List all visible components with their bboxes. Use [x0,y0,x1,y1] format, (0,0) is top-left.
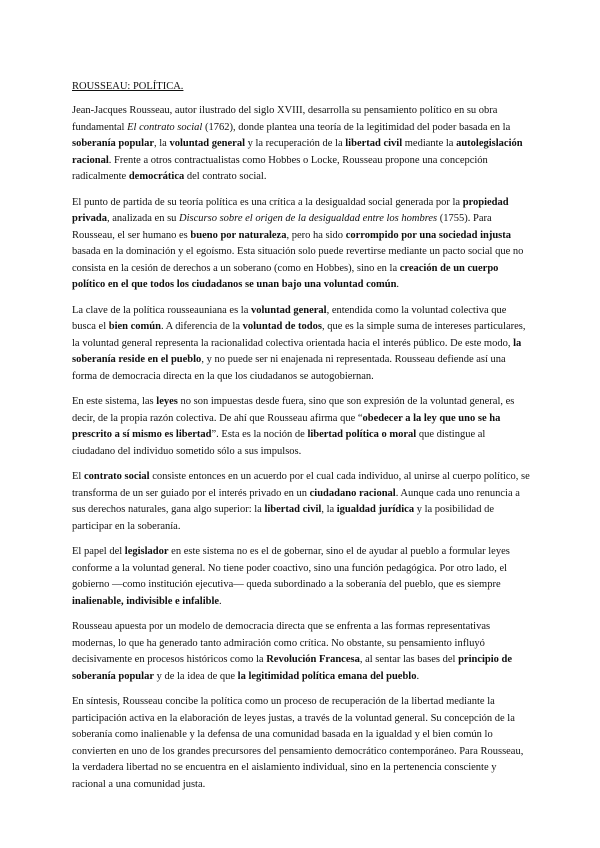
text-run: mediante la [402,138,457,149]
bold-text: democrática [128,171,185,182]
text-run: . [396,279,400,290]
bold-text: inalienable, indivisible e infalible [72,595,220,607]
paragraph-6 [72,544,530,610]
text-run: Jean-Jacques Rousseau, autor ilustrado del siglo XVIII, desarrolla su pensamiento político en su obra fundamental [72,105,498,133]
text-run: (1755). Para Rousseau, el ser humano es [72,213,492,241]
text-run: . [219,595,222,607]
text-run: . A diferencia de la [160,321,243,332]
bold-text: bueno por naturaleza [190,229,287,241]
bold-text: voluntad de todos [242,321,322,332]
text-run: . Frente a otros contractualistas como Hobbes o Locke, Rousseau propone una concepción radicalmente [72,154,488,182]
bold-text: voluntad general [251,304,327,316]
bold-text: la legitimidad política emana del pueblo [237,670,417,682]
bold-text: corrompido por una sociedad injusta [345,229,511,241]
bold-text: Revolución Francesa [266,654,360,665]
bold-text: obedecer a la ley que uno se ha prescrito a sí mismo es libertad [72,412,501,440]
text-run: , la [153,138,170,149]
paragraph-8 [72,694,530,793]
bold-text: propiedad privada [72,196,509,224]
text-run: El papel del [72,546,125,557]
paragraph-3 [72,303,530,386]
text-run: La clave de la política rousseauniana es la [72,304,252,316]
text-run: , que es la simple suma de intereses particulares, la voluntad general representa la racionalidad colectiva orientada hacia el interés público. De este modo, [72,321,526,349]
bold-text: leyes [156,396,178,407]
italic-text: Discurso sobre el origen de la desigualdad entre los hombres [179,213,438,224]
bold-text: autolegislación racional [72,138,523,166]
text-run: no son impuestas desde fuera, sino que son expresión de la voluntad general, es decir, de la propia razón colectiva. De ahí que Rousseau afirma que “ [72,396,515,424]
bold-text: bien común [108,321,161,332]
document-body [72,103,530,793]
paragraph-5 [72,469,530,535]
text-run: basada en la dominación y el egoísmo. Esta situación solo puede revertirse mediante un pacto social que no consista en la cesión de derechos a un soberano (como en Hobbes), sino en la [72,246,524,274]
text-run: Rousseau apuesta por un modelo de democracia directa que se enfrenta a las formas representativas modernas, lo que ha generado tanto admiración como crítica. No obstante, su pensamiento influyó decisivamente en procesos históricos como la [72,621,491,665]
paragraph-2 [72,195,530,294]
text-run: , al sentar las bases del [359,654,459,665]
text-run: , la [321,504,337,515]
bold-text: creación de un cuerpo político en el que todos los ciudadanos se unan bajo una voluntad común [72,262,499,290]
bold-text: soberanía popular [72,138,154,149]
paragraph-1 [72,103,530,186]
bold-text: voluntad general [169,138,245,149]
text-run: El punto de partida de su teoría política es una crítica a la desigualdad social generada por la [72,196,463,208]
bold-text: principio de soberanía popular [72,654,513,682]
paragraph-4 [72,394,530,460]
text-run: . [416,670,420,682]
document-page [72,80,530,802]
text-run: (1762), donde plantea una teoría de la legitimidad del poder basada en la [202,121,511,133]
bold-text: la soberanía reside en el pueblo [72,337,522,365]
text-run: y la recuperación de la [244,138,346,149]
text-run: En este sistema, las [72,396,157,407]
document-title: ROUSSEAU: POLÍTICA. [72,81,184,92]
text-run: del contrato social. [184,171,267,182]
text-run: ”. Esta es la noción de [211,429,308,440]
text-run: y de la idea de que [153,670,238,682]
text-run: El [72,471,84,482]
text-run: , analizada en su [107,213,180,224]
bold-text: legislador [124,546,169,557]
text-run: , pero ha sido [286,229,346,241]
text-run: en este sistema no es el de gobernar, sino el de ayudar al pueblo a formular leyes conforme a la voluntad general. No tiene poder coactivo, sino una función pedagógica. Por otro lado, el gobierno —como institución ejecutiva— queda subordinado a la soberanía del pueblo, que es siempre [72,546,510,590]
text-run: . Aunque cada uno renuncia a sus derechos naturales, gana algo superior: la [72,487,520,515]
paragraph-7 [72,619,530,685]
text-run: , entendida como la voluntad colectiva que busca el [72,304,507,332]
bold-text: igualdad jurídica [336,504,415,515]
bold-text: libertad civil [264,504,322,515]
bold-text: contrato social [83,471,150,482]
italic-text: El contrato social [127,121,203,133]
text-run: que distingue al ciudadano del individuo sometido sólo a sus impulsos. [72,429,486,457]
bold-text: libertad civil [345,138,403,149]
bold-text: ciudadano racional [309,487,396,499]
text-run: y la posibilidad de participar en la soberanía. [72,504,494,532]
text-run: consiste entonces en un acuerdo por el cual cada individuo, al unirse al cuerpo político, se transforma de un ser guiado por el interés privado en un [72,471,530,499]
bold-text: libertad política o moral [307,429,417,440]
text-run: En síntesis, Rousseau concibe la política como un proceso de recuperación de la libertad mediante la participación activa en la elaboración de leyes justas, a través de la voluntad general. Su concepción de la soberanía como inalienable y la defensa de una comunidad basada en la igualdad y el bien común lo convierten en uno de los grandes precursores del pensamiento democrático contemporáneo. Para Rousseau, la verdadera libertad no se encuentra en el aislamiento individual, sino en la pertenencia consciente y racional a una comunidad justa. [72,696,524,790]
text-run: , y no puede ser ni enajenada ni representada. Rousseau defiende así una forma de democracia directa en la que los ciudadanos se autogobiernan. [72,354,506,382]
